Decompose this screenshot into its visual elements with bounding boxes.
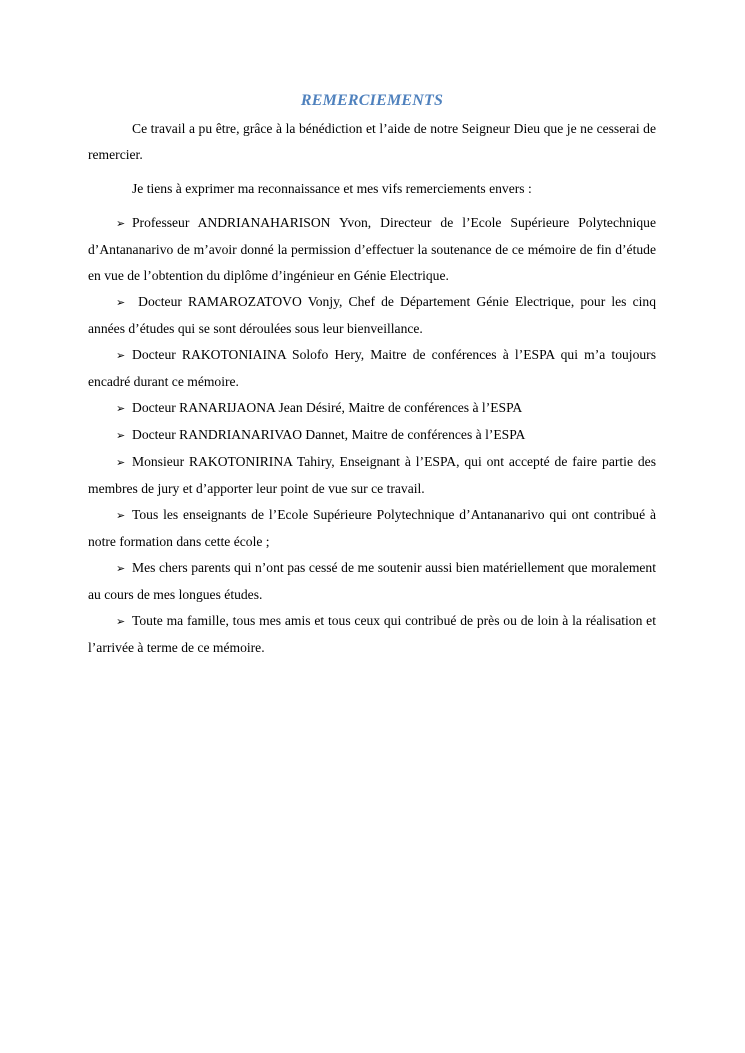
list-item — [88, 608, 656, 661]
list-item — [88, 395, 656, 422]
list-item-text: Docteur RANDRIANARIVAO Dannet, Maitre de conférences à l’ESPA — [132, 427, 526, 442]
arrowhead-bullet-icon: ➢ — [116, 402, 126, 415]
list-item-text: Monsieur RAKOTONIRINA Tahiry, Enseignant à l’ESPA, qui ont accepté de faire partie des membres de jury et d’apporter leur point de vue sur ce travail. — [88, 454, 656, 496]
list-item-text: Docteur RANARIJAONA Jean Désiré, Maitre de conférences à l’ESPA — [132, 400, 523, 415]
arrowhead-bullet-icon: ➢ — [116, 429, 126, 442]
list-item-text: Toute ma famille, tous mes amis et tous ceux qui contribué de près ou de loin à la réalisation et l’arrivée à terme de ce mémoire. — [88, 613, 656, 655]
gratitude-paragraph: Je tiens à exprimer ma reconnaissance et mes vifs remerciements envers : — [132, 181, 532, 196]
acknowledgement-list — [88, 210, 656, 661]
list-item — [88, 502, 656, 555]
list-item — [88, 289, 656, 342]
list-item-text: Professeur ANDRIANAHARISON Yvon, Directeur de l’Ecole Supérieure Polytechnique d’Antananarivo de m’avoir donné la permission d’effectuer la soutenance de ce mémoire de fin d’étude en vue de l’obtention du diplôme d’ingénieur en Génie Electrique. — [88, 215, 656, 283]
arrowhead-bullet-icon: ➢ — [116, 296, 126, 309]
arrowhead-bullet-icon: ➢ — [116, 562, 126, 575]
arrowhead-bullet-icon: ➢ — [116, 615, 126, 628]
arrowhead-bullet-icon: ➢ — [116, 349, 126, 362]
arrowhead-bullet-icon: ➢ — [116, 509, 126, 522]
intro-paragraph: Ce travail a pu être, grâce à la bénédiction et l’aide de notre Seigneur Dieu que je ne cesserai de remercier. — [88, 121, 656, 162]
document-page — [88, 88, 656, 661]
list-item — [88, 210, 656, 289]
list-item — [88, 555, 656, 608]
list-item-text: Tous les enseignants de l’Ecole Supérieure Polytechnique d’Antananarivo qui ont contribué à notre formation dans cette école ; — [88, 507, 656, 549]
list-item-text: Docteur RAMAROZATOVO Vonjy, Chef de Département Génie Electrique, pour les cinq années d’études qui se sont déroulées sous leur bienveillance. — [88, 294, 656, 336]
list-item — [88, 422, 656, 449]
page-title: REMERCIEMENTS — [300, 92, 444, 109]
list-item-text: Docteur RAKOTONIAINA Solofo Hery, Maitre de conférences à l’ESPA qui m’a toujours encadré durant ce mémoire. — [88, 347, 656, 389]
list-item — [88, 449, 656, 502]
arrowhead-bullet-icon: ➢ — [116, 456, 126, 469]
arrowhead-bullet-icon: ➢ — [116, 217, 126, 230]
list-item — [88, 342, 656, 395]
list-item-text: Mes chers parents qui n’ont pas cessé de me soutenir aussi bien matériellement que moralement au cours de mes longues études. — [88, 560, 656, 602]
